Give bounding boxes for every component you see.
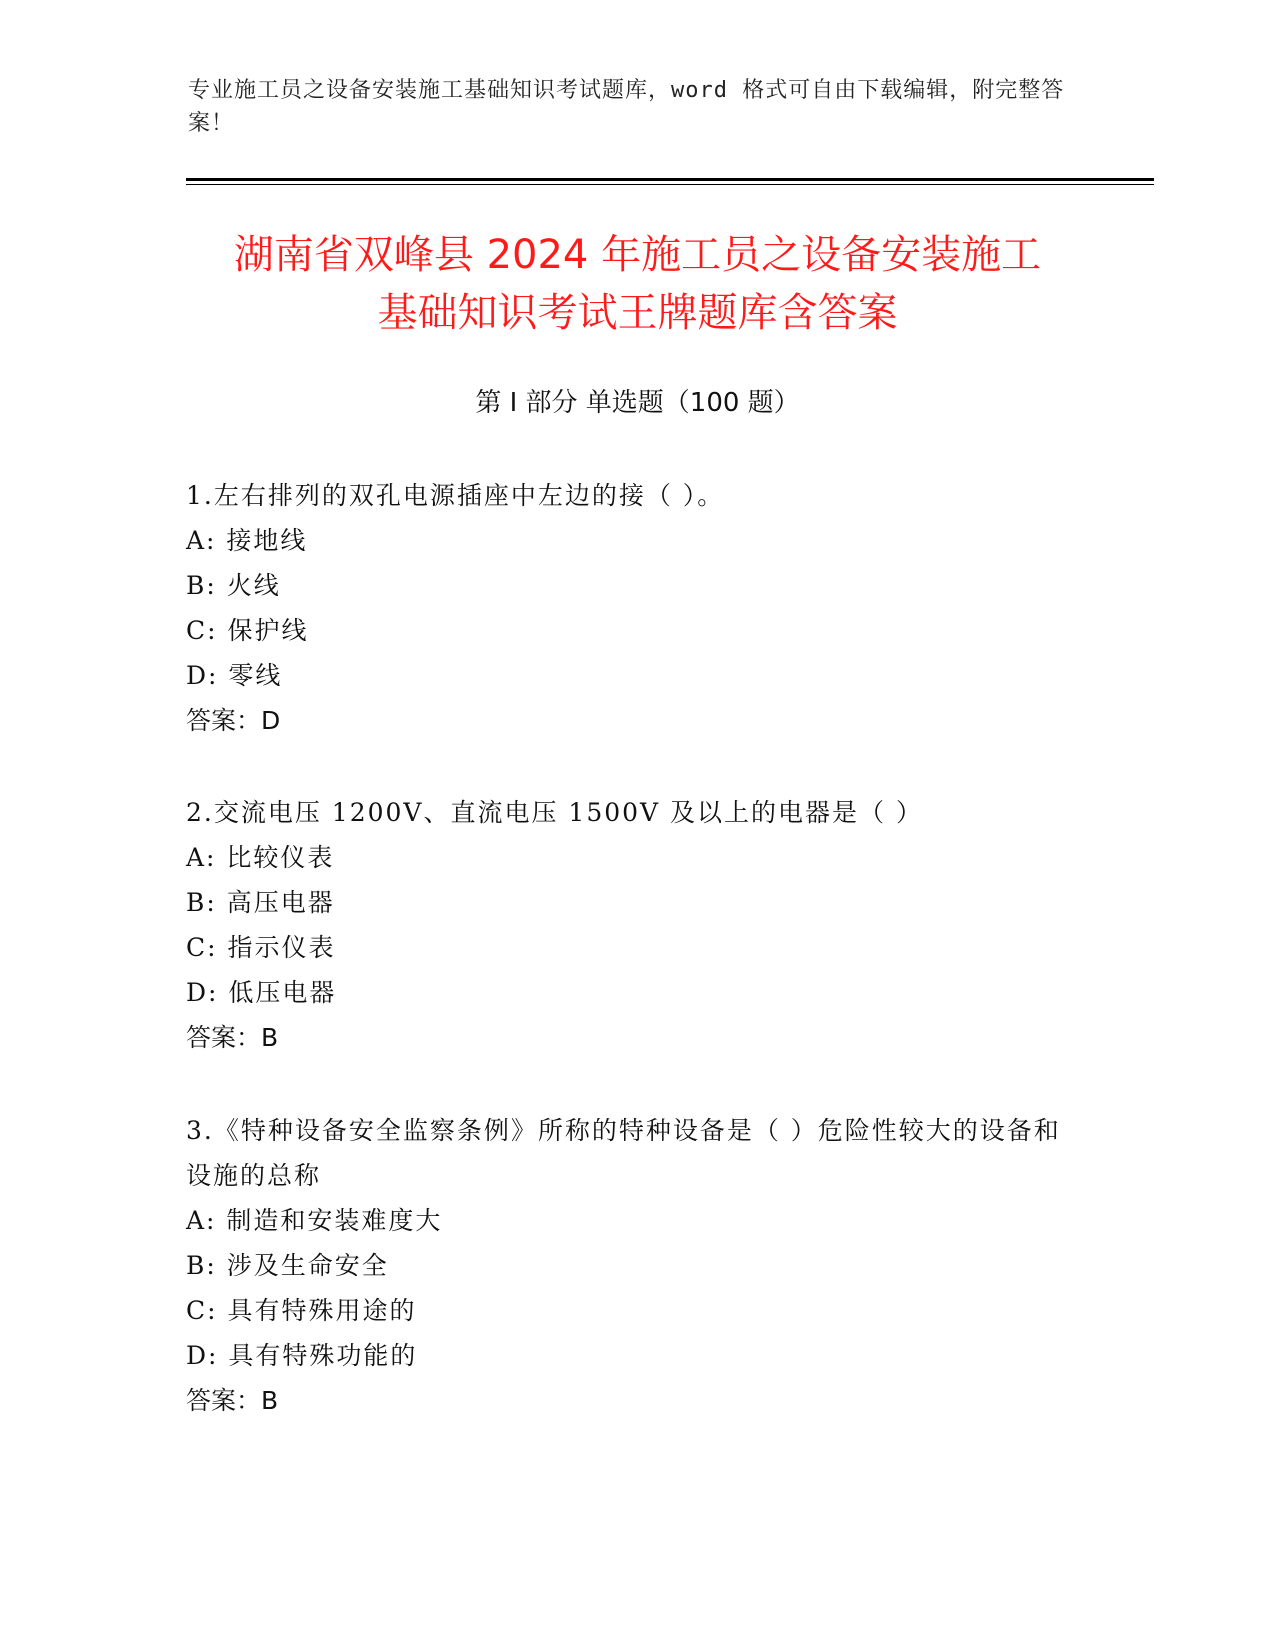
option-a: A: 比较仪表 [186, 843, 335, 872]
option-b: B: 高压电器 [186, 888, 335, 917]
option-d: D: 低压电器 [186, 978, 337, 1007]
answer: 答案：D [186, 706, 281, 735]
question-stem: 3.《特种设备安全监察条例》所称的特种设备是（ ）危险性较大的设备和设施的总称 [186, 1116, 1061, 1190]
answer: 答案：B [186, 1386, 279, 1415]
question-stem: 2.交流电压 1200V、直流电压 1500V 及以上的电器是（ ） [186, 798, 923, 827]
document-title-line-1: 湖南省双峰县 2024 年施工员之设备安装施工 [233, 232, 1042, 278]
option-b: B: 火线 [186, 571, 281, 600]
question-stem: 1.左右排列的双孔电源插座中左边的接（ ）。 [186, 481, 725, 510]
option-c: C: 保护线 [186, 616, 309, 645]
option-a: A: 接地线 [186, 526, 308, 555]
answer: 答案：B [186, 1023, 279, 1052]
header-divider-thin [186, 184, 1154, 185]
option-a: A: 制造和安装难度大 [186, 1206, 443, 1235]
option-d: D: 具有特殊功能的 [186, 1341, 418, 1370]
header-divider-thick [186, 178, 1154, 181]
document-title-line-2: 基础知识考试王牌题库含答案 [377, 290, 898, 336]
option-d: D: 零线 [186, 661, 283, 690]
question-1 [186, 473, 1086, 743]
header-note: 专业施工员之设备安装施工基础知识考试题库，word 格式可自由下载编辑，附完整答案！ [188, 78, 1065, 136]
option-b: B: 涉及生命安全 [186, 1251, 389, 1280]
option-c: C: 指示仪表 [186, 933, 336, 962]
section-heading: 第 I 部分 单选题（100 题） [475, 388, 800, 418]
option-c: C: 具有特殊用途的 [186, 1296, 417, 1325]
question-2 [186, 790, 1086, 1060]
question-3 [186, 1108, 1086, 1423]
document-title [170, 226, 1105, 342]
